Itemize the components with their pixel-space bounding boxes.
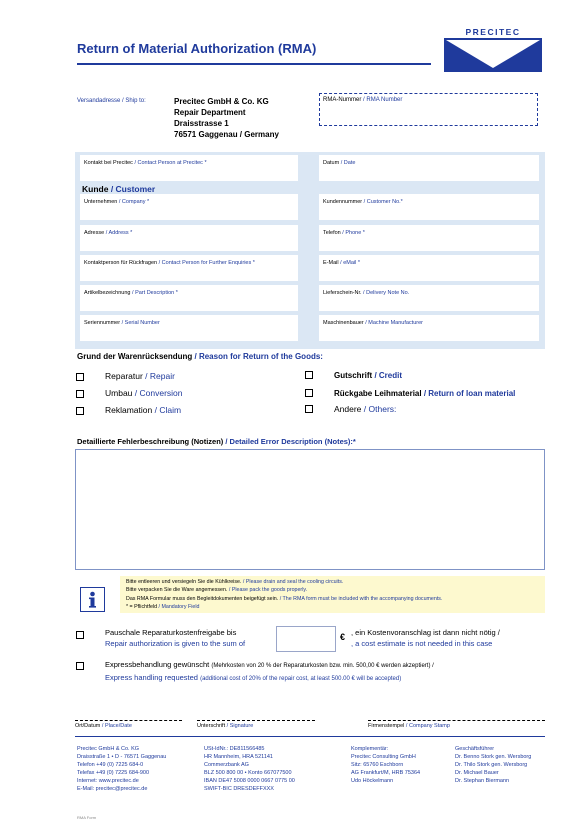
- express-handling-label: [105, 659, 434, 685]
- ship-to-address: [174, 96, 279, 140]
- info-line: Bitte verpacken Sie die Ware angemessen. / Please pack the goods properly.: [126, 587, 308, 594]
- label-de: Bitte verpacken Sie die Ware angemessen.: [126, 587, 228, 594]
- repair-authorization-label: [105, 627, 245, 649]
- footer-line: E-Mail: precitec@precitec.de: [77, 786, 148, 792]
- label-de: Datum: [323, 160, 340, 166]
- label-en: Return of loan material: [428, 389, 516, 398]
- label-de: Kontaktperson für Rückfragen: [84, 260, 158, 266]
- footer-company-column: [77, 745, 166, 793]
- label-en: Delivery Note No.: [366, 290, 410, 296]
- address-field[interactable]: [80, 225, 298, 251]
- euro-sign: €: [340, 632, 346, 642]
- label-de: Firmenstempel: [368, 723, 405, 729]
- label-de: Telefon: [323, 230, 341, 236]
- customer-number-label: Kundennummer / Customer No.*: [323, 199, 403, 205]
- company-stamp-label: Firmenstempel / Company Stamp: [368, 723, 450, 729]
- rma-label-de: RMA-Nummer: [323, 97, 362, 103]
- label-de: Ort/Datum: [75, 723, 101, 729]
- label-en: Detailed Error Description (Notes):*: [229, 437, 356, 446]
- footer-line: Dr. Stephan Biermann: [455, 778, 510, 784]
- footer-line: Dr. Michael Bauer: [455, 770, 499, 776]
- part-description-field[interactable]: [80, 285, 298, 311]
- label-de: Artikelbezeichnung: [84, 290, 131, 296]
- label-de: * = Pflichtfeld: [126, 603, 158, 610]
- logo-wordmark: PRECITEC: [465, 27, 521, 37]
- notes-heading: Detaillierte Fehlerbeschreibung (Notizen) / Detailed Error Description (Notes):*: [77, 437, 356, 446]
- delivery-note-field[interactable]: [319, 285, 539, 311]
- reason-heading: Grund der Warenrücksendung / Reason for Return of the Goods:: [77, 352, 323, 361]
- footer-line: Dr. Thilo Stork gen. Wersborg: [455, 762, 528, 768]
- conversion-option-label: Umbau / Conversion: [105, 388, 183, 398]
- label-en: Machine Manufacturer: [368, 320, 423, 326]
- label-de: Andere: [334, 404, 362, 414]
- info-notice-text: [126, 578, 442, 611]
- phone-field[interactable]: [319, 225, 539, 251]
- footer-line: USt-IdNr.: DE811566485: [204, 746, 265, 752]
- label-de: Detaillierte Fehlerbeschreibung (Notizen): [77, 437, 224, 446]
- serial-number-field[interactable]: [80, 315, 298, 341]
- label-en: eMail *: [343, 260, 360, 266]
- footer-line: Draisstraße 1 • D - 76571 Gaggenau: [77, 754, 167, 760]
- loan-return-option-label: Rückgabe Leihmaterial / Return of loan material: [334, 389, 516, 398]
- customer-number-field[interactable]: [319, 194, 539, 220]
- label-de: Das RMA Formular muss den Begleitdokumenten beigefügt sein.: [126, 595, 279, 602]
- contact-person-label: Kontakt bei Precitec / Contact Person at Precitec *: [84, 160, 207, 166]
- info-line: Das RMA Formular muss den Begleitdokumenten beigefügt sein. / The RMA form must be included with the accompanying documents.: [126, 595, 443, 602]
- label-en: Repair authorization is given to the sum of: [105, 639, 246, 648]
- label-en: Part Description *: [135, 290, 178, 296]
- ship-to-label-en: Ship to:: [125, 98, 146, 104]
- label-de-note: (Mehrkosten von 20 % der Reparaturkosten bzw. min. 500,00 € werden akzeptiert) /: [211, 663, 434, 669]
- footer-line: AG Frankfurt/M, HRB 75364: [351, 770, 421, 776]
- label-en: Customer: [115, 184, 156, 194]
- label-en: Date: [343, 160, 356, 166]
- label-en: Signature: [229, 723, 254, 729]
- date-label: Datum / Date: [323, 160, 356, 166]
- form-identifier: RMA Form: [77, 815, 97, 820]
- ship-to-line: Draisstrasse 1: [174, 119, 229, 128]
- enquiry-contact-label: Kontaktperson für Rückfragen / Contact Person for Further Enquiries *: [84, 260, 255, 266]
- label-de: Kontakt bei Precitec: [84, 160, 133, 166]
- machine-manufacturer-field[interactable]: [319, 315, 539, 341]
- precitec-logo-icon: [444, 38, 542, 72]
- label-en: Others:: [368, 404, 397, 414]
- email-label: E-Mail / eMail *: [323, 260, 360, 266]
- customer-section-heading: Kunde / Customer: [82, 184, 156, 194]
- label-de: Maschinenbauer: [323, 320, 364, 326]
- label-en: Phone *: [345, 230, 365, 236]
- footer-partner-column: [351, 745, 420, 785]
- loan-return-checkbox[interactable]: [305, 389, 313, 397]
- label-de: , ein Kostenvoranschlag ist dann nicht nötig /: [351, 628, 500, 637]
- machine-manufacturer-label: Maschinenbauer / Machine Manufacturer: [323, 320, 423, 326]
- label-de: E-Mail: [323, 260, 339, 266]
- footer-line: SWIFT-BIC DRESDEFFXXX: [204, 786, 274, 792]
- ship-to-line: 76571 Gaggenau / Germany: [174, 130, 279, 139]
- place-date-label: Ort/Datum / Place/Date: [75, 723, 132, 729]
- others-option-label: Andere / Others:: [334, 404, 397, 414]
- label-en: Company *: [121, 199, 150, 205]
- label-de: Unternehmen: [84, 199, 118, 205]
- express-handling-checkbox[interactable]: [76, 662, 84, 670]
- company-label: Unternehmen / Company *: [84, 199, 150, 205]
- label-de: Kundennummer: [323, 199, 363, 205]
- rma-label-en: RMA Number: [366, 97, 403, 103]
- cost-estimate-note: [351, 627, 500, 649]
- label-de: Unterschrift: [197, 723, 226, 729]
- signature-label: Unterschrift / Signature: [197, 723, 254, 729]
- info-line: Bitte entleeren und versiegeln Sie die Kühlkreise. / Please drain and seal the cooling circuits.: [126, 579, 344, 585]
- label-de: Umbau: [105, 388, 133, 398]
- label-en-note: (additional cost of 20% of the repair cost, at least 500.00 € will be accepted): [200, 676, 402, 682]
- label-en: Contact Person for Further Enquiries *: [161, 260, 255, 266]
- ship-to-line: Repair Department: [174, 108, 246, 117]
- label-de: Reparatur: [105, 371, 143, 381]
- label-en: Claim: [159, 405, 182, 415]
- company-field[interactable]: [80, 194, 298, 220]
- label-en: Please pack the goods properly.: [231, 587, 308, 594]
- page-title: Return of Material Authorization (RMA): [77, 41, 317, 56]
- company-stamp-line[interactable]: [368, 720, 545, 721]
- repair-authorization-checkbox[interactable]: [76, 631, 84, 639]
- notes-textarea[interactable]: [75, 449, 545, 570]
- label-en: Repair: [149, 371, 175, 381]
- ship-to-line: Precitec GmbH & Co. KG: [174, 97, 269, 106]
- label-en: Credit: [378, 371, 403, 380]
- rma-number-label: RMA-Nummer / RMA Number: [323, 97, 403, 103]
- address-label: Adresse / Address *: [84, 230, 133, 236]
- ship-to-label: Versandadresse / Ship to:: [77, 98, 146, 104]
- label-en: , a cost estimate is not needed in this case: [351, 639, 493, 648]
- repair-checkbox[interactable]: [76, 373, 84, 381]
- footer-line: Dr. Benno Stork gen. Wersborg: [455, 754, 532, 760]
- label-de: Gutschrift: [334, 371, 373, 380]
- label-en: Please drain and seal the cooling circuits.: [245, 579, 344, 585]
- label-en: Conversion: [139, 388, 183, 398]
- label-de: Expressbehandlung gewünscht: [105, 660, 210, 669]
- phone-label: Telefon / Phone *: [323, 230, 365, 236]
- footer-line: Telefon +49 (0) 7225 684-0: [77, 762, 144, 768]
- footer-line: Komplementär:: [351, 746, 389, 752]
- footer-line: Commerzbank AG: [204, 762, 249, 768]
- label-en: The RMA form must be included with the accompanying documents.: [282, 595, 443, 602]
- serial-number-label: Seriennummer / Serial Number: [84, 320, 160, 326]
- credit-checkbox[interactable]: [305, 371, 313, 379]
- label-de: Pauschale Reparaturkostenfreigabe bis: [105, 628, 237, 637]
- info-line: * = Pflichtfeld / Mandatory Field: [126, 603, 200, 610]
- part-description-label: Artikelbezeichnung / Part Description *: [84, 290, 178, 296]
- place-date-line[interactable]: [75, 720, 182, 721]
- contact-person-field[interactable]: [80, 155, 298, 181]
- label-de: Rückgabe Leihmaterial: [334, 389, 422, 398]
- footer-bank-column: [204, 745, 295, 793]
- info-icon: [80, 587, 105, 612]
- label-en: Mandatory Field: [161, 603, 200, 610]
- label-en: Reason for Return of the Goods:: [198, 352, 323, 361]
- enquiry-contact-field[interactable]: [80, 255, 298, 281]
- label-de: Seriennummer: [84, 320, 121, 326]
- date-field[interactable]: [319, 155, 539, 181]
- claim-option-label: Reklamation / Claim: [105, 405, 182, 415]
- label-en: Address *: [108, 230, 133, 236]
- signature-line[interactable]: [197, 720, 315, 721]
- label-en: Company Stamp: [408, 723, 450, 729]
- footer-line: Udo Höckelmann: [351, 778, 394, 784]
- claim-checkbox[interactable]: [76, 407, 84, 415]
- footer-line: Internet: www.precitec.de: [77, 778, 139, 784]
- label-en: Place/Date: [104, 723, 132, 729]
- email-field[interactable]: [319, 255, 539, 281]
- ship-to-label-de: Versandadresse: [77, 98, 121, 104]
- footer-line: Precitec GmbH & Co. KG: [77, 746, 140, 752]
- label-de: Adresse: [84, 230, 105, 236]
- footer-line: Geschäftsführer: [455, 746, 495, 752]
- label-en: Customer No.*: [366, 199, 403, 205]
- delivery-note-label: Lieferschein-Nr. / Delivery Note No.: [323, 290, 410, 296]
- footer-line: HR Mannheim, HRA 521141: [204, 754, 273, 760]
- footer-line: Telefax +49 (0) 7225 684-900: [77, 770, 150, 776]
- label-de: Grund der Warenrücksendung: [77, 352, 193, 361]
- label-de: Bitte entleeren und versiegeln Sie die Kühlkreise.: [126, 579, 242, 585]
- repair-amount-input[interactable]: [276, 626, 336, 652]
- repair-option-label: Reparatur / Repair: [105, 371, 175, 381]
- others-checkbox[interactable]: [305, 405, 313, 413]
- label-en: Express handling requested: [105, 673, 198, 682]
- footer-line: IBAN DE47 5008 0000 0667 0775 00: [204, 778, 295, 784]
- label-de: Kunde: [82, 184, 109, 194]
- footer-management-column: [455, 745, 531, 785]
- footer-line: Precitec Consulting GmbH: [351, 754, 416, 760]
- conversion-checkbox[interactable]: [76, 390, 84, 398]
- footer-divider: [75, 736, 545, 737]
- label-en: Contact Person at Precitec *: [137, 160, 207, 166]
- footer-line: Sitz: 65760 Eschborn: [351, 762, 404, 768]
- footer-line: BLZ 500 800 00 • Konto 667077500: [204, 770, 292, 776]
- credit-option-label: Gutschrift / Credit: [334, 371, 403, 380]
- label-de: Reklamation: [105, 405, 153, 415]
- label-de: Lieferschein-Nr.: [323, 290, 362, 296]
- label-en: Serial Number: [124, 320, 160, 326]
- title-underline: [77, 63, 431, 65]
